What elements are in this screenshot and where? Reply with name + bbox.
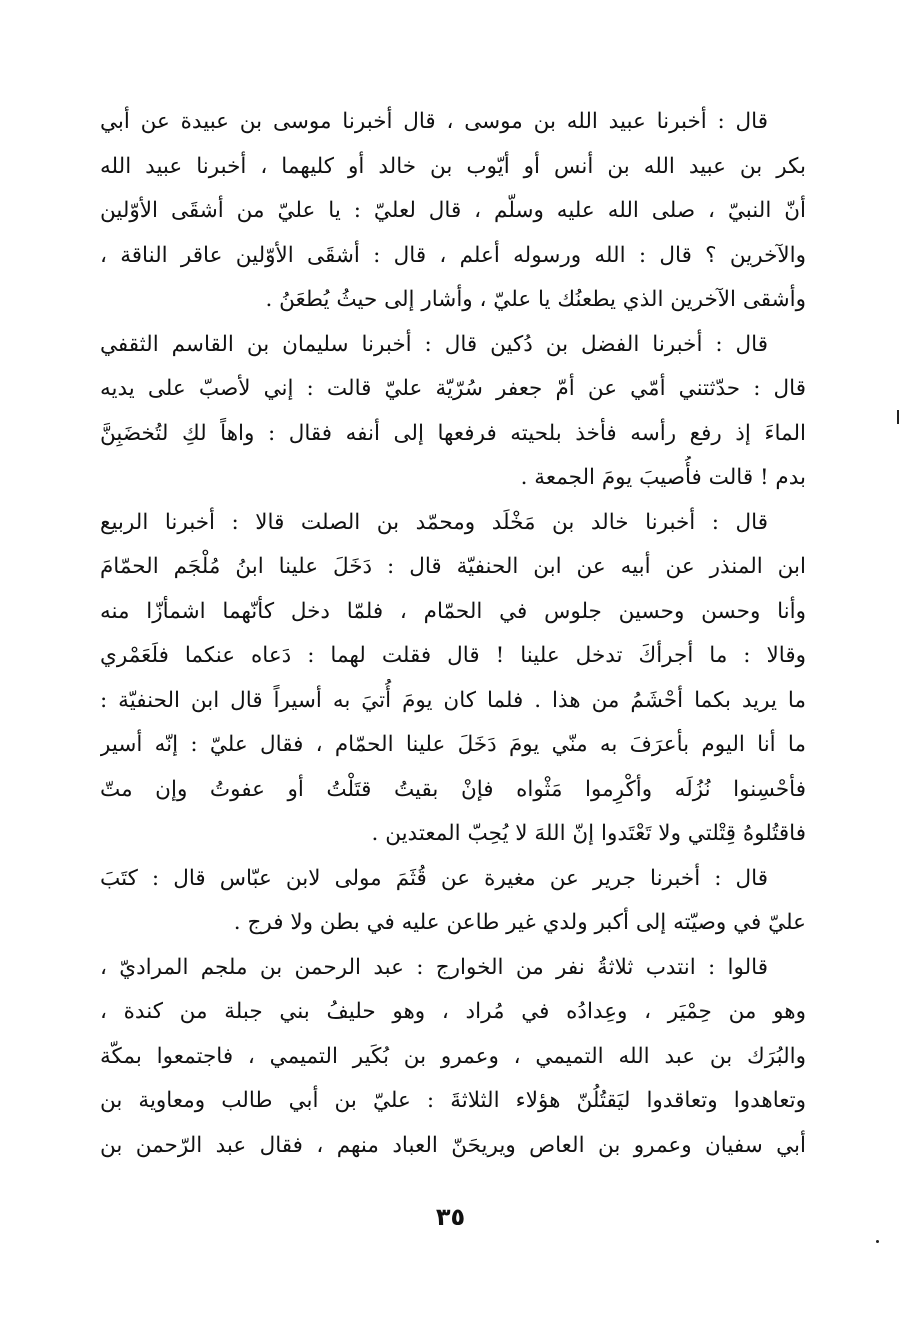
text-line: وأنا وحسن وحسين جلوس في الحمّام ، فلمّا دخل كأنّهما اشمأزّا منه <box>100 598 806 624</box>
text-line: قالوا : انتدب ثلاثةُ نفر من الخوارج : عبد الرحمن بن ملجم المراديّ ، <box>100 954 768 980</box>
text-line: فاقتُلوهُ قِتْلتي ولا تَعْتَدوا إنّ اللهَ لا يُحِبّ المعتدين . <box>371 821 806 846</box>
text-line: قال : أخبرنا عبيد الله بن موسى ، قال أخبرنا موسى بن عبيدة عن أبي <box>100 109 768 134</box>
text-line: قال : أخبرنا الفضل بن دُكين قال : أخبرنا سليمان بن القاسم الثقفي <box>100 331 768 357</box>
text-line: والبُرَك بن عبد الله التميمي ، وعمرو بن بُكَير التميمي ، فاجتمعوا بمكّة <box>100 1043 806 1069</box>
text-line: عليّ في وصيّته إلى أكبر ولدي غير طاعن عليه في بطن ولا فرج . <box>233 910 806 935</box>
body-text <box>100 100 806 1168</box>
text-line: وأشقى الآخرين الذي يطعنُك يا عليّ ، وأشار إلى حيثُ يُطعَنُ . <box>265 287 806 312</box>
scan-dot <box>876 1240 879 1243</box>
text-line: وقالا : ما أجرأكَ تدخل علينا ! قال فقلت لهما : دَعاه عنكما فلَعَمْري <box>100 643 806 668</box>
text-line: قال : حدّثتني أمّي عن أمّ جعفر سُرّيّة عليّ قالت : إني لأصبّ على يديه <box>100 376 806 401</box>
text-line: وهو من حِمْيَر ، وعِدادُه في مُراد ، وهو حليفُ بني جبلة من كندة ، <box>100 999 806 1024</box>
text-line: ما أنا اليوم بأعرَفَ به منّي يومَ دَخَلَ علينا الحمّام ، فقال عليّ : إنّه أسير <box>100 732 806 757</box>
text-line: وتعاهدوا وتعاقدوا ليَقتُلُنّ هؤلاء الثلاثةَ : عليّ بن أبي طالب ومعاوية بن <box>100 1088 806 1113</box>
text-line: الماءَ إذ رفع رأسه فأخذ بلحيته فرفعها إلى أنفه فقال : واهاً لكِ لتُخضَبِنَّ <box>100 420 806 446</box>
text-line: ما يريد بكما أحْشَمُ من هذا . فلما كان يومَ أُتيَ به أسيراً قال ابن الحنفيّة : <box>100 687 806 713</box>
text-line: فأحْسِنوا نُزُلَه وأكْرِموا مَثْواه فإنْ بقيتُ قتَلْتُ أو عفوتُ وإن متّ <box>100 776 806 802</box>
page-number: ٣٥ <box>435 1203 466 1231</box>
text-line: أنّ النبيّ ، صلى الله عليه وسلّم ، قال لعليّ : يا عليّ من أشقَى الأوّلين <box>100 198 806 223</box>
text-line: ابن المنذر عن أبيه عن ابن الحنفيّة قال : دَخَلَ علينا ابنُ مُلْجَم الحمّامَ <box>100 554 806 579</box>
text-line: بدم ! قالت فأُصيبَ يومَ الجمعة . <box>520 465 806 490</box>
text-line: بكر بن عبيد الله بن أنس أو أيّوب بن خالد أو كليهما ، أخبرنا عبيد الله <box>100 153 806 179</box>
text-line: أبي سفيان وعمرو بن العاص ويريحَنّ العباد منهم ، فقال عبد الرّحمن بن <box>100 1132 806 1158</box>
text-line: قال : أخبرنا خالد بن مَخْلَد ومحمّد بن الصلت قالا : أخبرنا الربيع <box>100 509 768 535</box>
scan-mark <box>897 410 899 424</box>
text-line: قال : أخبرنا جرير عن مغيرة عن قُثَمَ مولى لابن عبّاس قال : كتَبَ <box>100 865 768 891</box>
text-line: والآخرين ؟ قال : الله ورسوله أعلم ، قال : أشقَى الأوّلين عاقر الناقة ، <box>100 242 806 268</box>
